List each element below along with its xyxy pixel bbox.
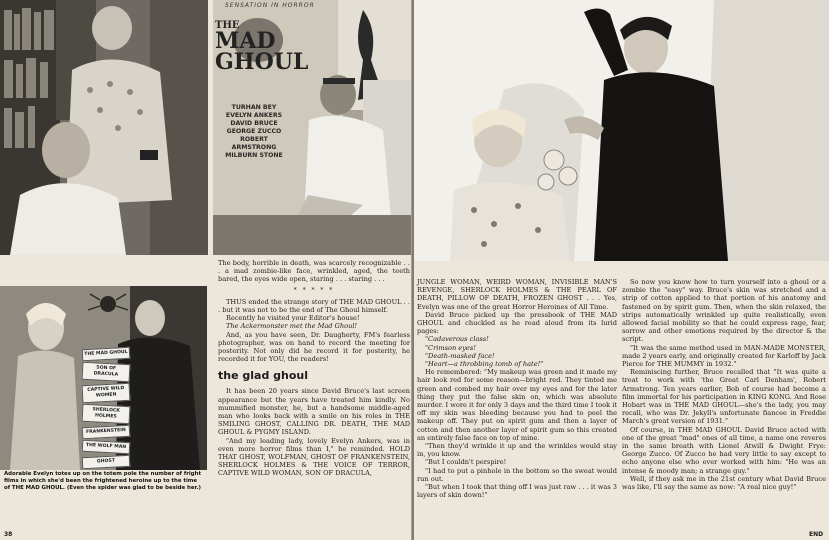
- photo-ackerman-ghoul: [0, 0, 208, 255]
- paragraph: "It was the same method used in MAN-MADE MONSTER, made 2 years early, and originally created for Karloff by Jack Pierce for THE MUMMY in 1932.": [622, 343, 826, 369]
- totem-sign: FRANKENSTEIN: [82, 425, 131, 439]
- quote-line: "Cadaverous class!: [425, 335, 489, 344]
- right-page: [414, 0, 829, 540]
- article-column-2: [417, 278, 617, 540]
- article-column-3: [622, 278, 826, 540]
- paragraph: "But I couldn't perspire!: [425, 458, 507, 467]
- totem-sign: THE WOLF MAN: [82, 440, 131, 454]
- poster-cast-name: ROBERT ARMSTRONG: [231, 136, 277, 151]
- quote-line: "Death-masked face!: [425, 351, 495, 360]
- totem-sign: GHOST: [82, 455, 131, 469]
- caption-photo-4: Adorable Evelyn totes up on the totem pole the number of fright films in which she'd been the frightened heroine up to the time of THE MAD GHOUL. (Even the spider was glad to be beside her.): [4, 471, 202, 491]
- paragraph: David Bruce picked up the pressbook of THE MAD GHOUL and chuckled as he read aloud from its lurid pages:: [417, 310, 617, 336]
- paragraph: Of course, in THE MAD GHOUL David Bruce acted with one of the great "mad" ones of all time, a name one reveres in the same breath with Lionel Atwill & Dwight Frye: George Zucco. Of Zucco he had very little to say except to echo anyone else who ever worked with him: "He was an intense & moody man; a strange guy.": [622, 425, 826, 475]
- paragraph: "But when I took that thing off I was just raw . . . it was 3 layers of skin down!": [417, 483, 617, 500]
- section-break: * * * * *: [293, 286, 335, 294]
- poster-title-line: THE: [215, 20, 240, 31]
- poster-cast-name: GEORGE ZUCCO: [226, 128, 282, 135]
- end-mark: END: [809, 531, 824, 538]
- photo-evelyn-totem: [0, 286, 207, 470]
- paragraph: The Ackermonster met the Mad Ghoul!: [226, 322, 358, 331]
- totem-pole: [82, 348, 130, 470]
- paragraph: "And my leading lady, lovely Evelyn Ankers, was in even more horror films than I," he reminded. HOLD THAT GHOST, WOLFMAN, GHOST OF FRANKENSTEIN, SHERLOCK HOLMES & THE VOICE OF TERROR, CAPTIVE WILD WOMAN, SON OF DRACULA,: [218, 436, 410, 478]
- photo-evelyn-bruce: [414, 0, 829, 261]
- poster-cast-name: DAVID BRUCE: [230, 120, 278, 127]
- totem-sign: SHERLOCK HOLMES: [82, 404, 131, 424]
- poster-cast-name: EVELYN ANKERS: [225, 112, 283, 119]
- paragraph: JUNGLE WOMAN, WEIRD WOMAN, INVISIBLE MAN'S REVENGE, SHERLOCK HOLMES & THE PEARL OF DEATH, PILLOW OF DEATH, FROZEN GHOST . . . Yes, Evelyn was one of the great Horror Heroines of All Time.: [417, 278, 617, 311]
- paragraph: And, as you have seen, Dr. Daugherty, FM's fearless photographer, was on hand to record the meeting for posterity. Not only did he record it for posterity, he recorded it for YOU, the readers!: [218, 330, 410, 364]
- poster-cast-name: TURHAN BEY: [231, 104, 277, 111]
- paragraph: THUS ended the strange story of THE MAD GHOUL . . . but it was not to be the end of The Ghoul himself.: [218, 297, 410, 315]
- quote-line: "Heart—a throbbing tomb of hate!": [425, 360, 544, 369]
- page-number-left: 38: [4, 531, 13, 538]
- paragraph: It has been 20 years since David Bruce's last screen appearance but the years have treated him kindly. No mummified monster, he, but a handsome middle-aged man who looks back with a smile on his roles in THE SMILING GHOST, CALLING DR. DEATH, THE MAD GHOUL & PYGMY ISLAND.: [218, 387, 410, 437]
- paragraph: "I had to put a pinhole in the bottom so the sweat would run out.: [417, 466, 617, 483]
- poster-cast-name: MILBURN STONE: [225, 152, 283, 159]
- poster-banner: SENSATION IN HORROR: [225, 2, 315, 9]
- totem-sign: CAPTIVE WILD WOMEN: [82, 383, 131, 403]
- paragraph: He remembered: "My makeup was green and it made my hair look red for some reason—bright red. They tinted me green and combed my hair over my eyes and for the later thing they put the false skin on, which was absolute murder. I wore it for only 3 days and the third time I took it off my skin was bleeding because you had to peel the makeup off. They put on spirit gum and then a layer of cotton and then another layer of spirit gum so this created an entirely false face on top of mine.: [417, 368, 617, 442]
- totem-sign: SON OF DRACULA: [82, 362, 131, 382]
- article-column-1: [218, 259, 410, 540]
- totem-sign: THE MAD GHOUL: [82, 347, 131, 361]
- paragraph: Well, if they ask me in the 21st century what David Bruce was like, I'll say the same as now: "A real nice guy!": [622, 474, 826, 492]
- photo-ghoul-poster: [213, 0, 412, 255]
- paragraph: So now you know how to turn yourself into a ghoul or a zombie the "easy" way. Bruce's skin was stretched and a strip of cotton applied to that portion of his anatomy and fastened on by spirit gum. Then, when the skin relaxed, the strips automatically wrinkled up quite realistically, even allowed facial mobility so that he could express rage, fear, sorrow and other emotions required by the director & the script.: [622, 278, 826, 344]
- paragraph: Recently he visited your Editor's house!: [226, 314, 360, 323]
- poster-title-line: GHOUL: [215, 49, 309, 75]
- paragraph: "Then they'd wrinkle it up and the wrinkles would stay in, you know.: [417, 442, 617, 459]
- paragraph: Reminiscing further, Bruce recalled that "It was quite a treat to work with 'the Great Carl Denham', Robert Armstrong. Ten years earlier, Bob of course had become a film immortal for his participation in KING KONG. And Rose Hobart was in THE MAD GHOUL—she's the lady, you may recall, who was Dr. Jekyll's unfortunate fiancee in Freddie March's great version of 1931.": [622, 368, 826, 426]
- paragraph: The body, horrible in death, was scarcely recognizable . . . a mad zombie-like face, wrinkled, aged, the teeth bared, the eyes wide open, staring . . . staring . . .: [218, 259, 410, 284]
- quote-line: "Crimson eyes!: [425, 343, 476, 352]
- poster-title-line: MAD: [215, 28, 276, 54]
- left-page: [0, 0, 412, 540]
- section-heading: the glad ghoul: [218, 369, 309, 383]
- poster-cast: [221, 104, 287, 160]
- poster-title: [215, 20, 308, 73]
